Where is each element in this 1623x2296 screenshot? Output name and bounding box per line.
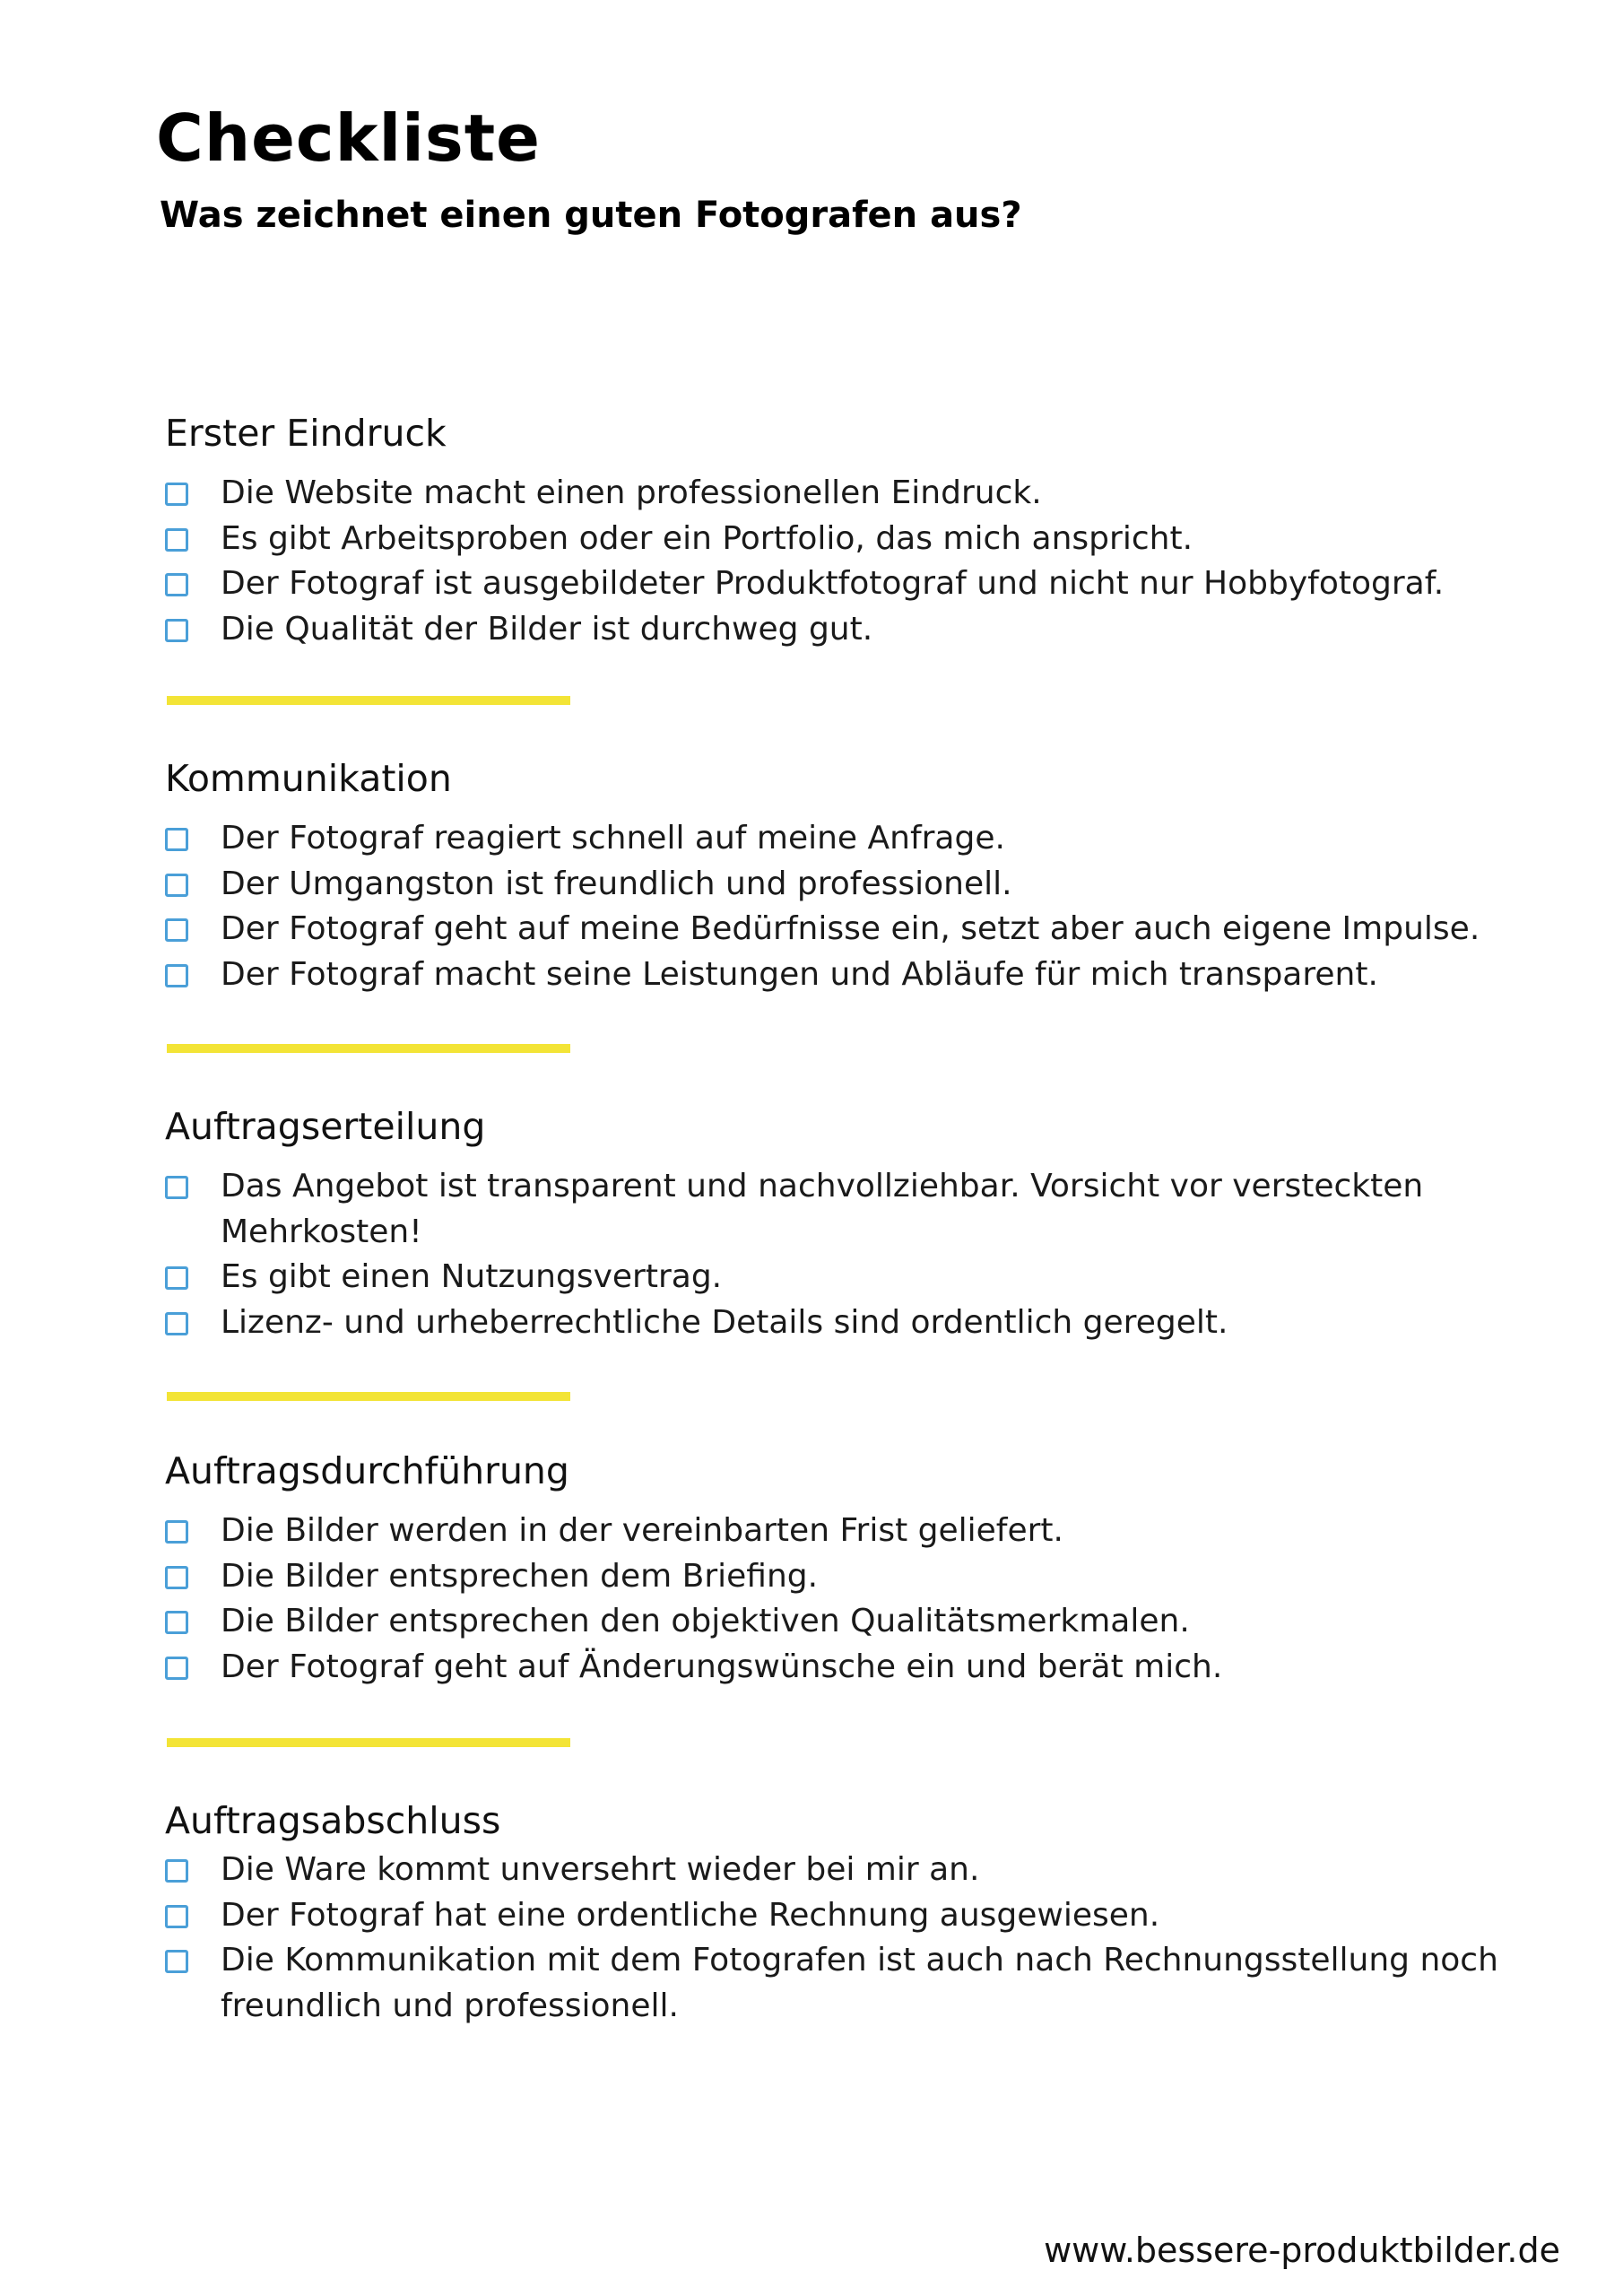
yellow-divider xyxy=(167,1044,570,1053)
checklist-item-text: Der Fotograf hat eine ordentliche Rechnung ausgewiesen. xyxy=(221,1896,1160,1934)
checklist-item-text: Der Fotograf geht auf Änderungswünsche ein und berät mich. xyxy=(221,1648,1223,1685)
section-heading: Kommunikation xyxy=(165,757,452,800)
checkbox[interactable] xyxy=(165,528,188,552)
checklist-item-text: Die Ware kommt unversehrt wieder bei mir an. xyxy=(221,1851,980,1888)
checkbox[interactable] xyxy=(165,1176,188,1199)
section-heading: Auftragserteilung xyxy=(165,1105,486,1148)
checkbox[interactable] xyxy=(165,1657,188,1680)
yellow-divider xyxy=(167,1392,570,1401)
checkbox[interactable] xyxy=(165,1611,188,1634)
checklist-item-text: Der Fotograf reagiert schnell auf meine Anfrage. xyxy=(221,820,1005,857)
checkbox[interactable] xyxy=(165,619,188,642)
checklist-item xyxy=(165,1599,1564,1645)
checklist-item-text: Die Bilder entsprechen den objektiven Qualitätsmerkmalen. xyxy=(221,1603,1190,1639)
page-subtitle: Was zeichnet einen guten Fotografen aus? xyxy=(160,195,1022,236)
yellow-divider xyxy=(167,1738,570,1747)
section-kommunikation xyxy=(165,753,1564,997)
checklist xyxy=(165,1509,1564,1690)
checkbox[interactable] xyxy=(165,1266,188,1290)
checklist-item xyxy=(165,1554,1564,1600)
checkbox[interactable] xyxy=(165,1520,188,1544)
checkbox[interactable] xyxy=(165,573,188,596)
checklist-item-text: Der Fotograf geht auf meine Bedürfnisse ein, setzt aber auch eigene Impulse. xyxy=(221,910,1480,947)
checklist xyxy=(165,471,1564,652)
section-auftragserteilung xyxy=(165,1101,1564,1345)
checkbox[interactable] xyxy=(165,483,188,506)
checklist-item xyxy=(165,1848,1564,1893)
checklist-item xyxy=(165,607,1564,653)
checklist-item xyxy=(165,952,1564,998)
checklist-item xyxy=(165,1255,1564,1300)
page-title: Checkliste xyxy=(156,100,541,176)
section-erster-eindruck xyxy=(165,408,1564,652)
checklist-item xyxy=(165,471,1564,517)
checklist-item-text: Der Fotograf ist ausgebildeter Produktfotograf und nicht nur Hobbyfotograf. xyxy=(221,565,1445,602)
checklist xyxy=(165,816,1564,997)
checklist-item xyxy=(165,1645,1564,1691)
checklist-item-text: Das Angebot ist transparent und nachvollziehbar. Vorsicht vor versteckten Mehrkosten! xyxy=(221,1168,1424,1250)
section-auftragsabschluss xyxy=(165,1796,1564,2029)
checklist-item xyxy=(165,862,1564,908)
checklist-item xyxy=(165,1893,1564,1939)
checklist-item xyxy=(165,1164,1564,1255)
checklist-item xyxy=(165,1938,1564,2029)
checklist-item-text: Die Bilder entsprechen dem Briefing. xyxy=(221,1557,819,1595)
section-heading: Auftragsdurchführung xyxy=(165,1449,569,1492)
checkbox[interactable] xyxy=(165,964,188,987)
checkbox[interactable] xyxy=(165,918,188,942)
checklist-item-text: Die Qualität der Bilder ist durchweg gut. xyxy=(221,610,873,648)
checklist-item-text: Es gibt einen Nutzungsvertrag. xyxy=(221,1258,723,1295)
checklist-item-text: Der Fotograf macht seine Leistungen und Abläufe für mich transparent. xyxy=(221,955,1378,993)
checklist-item-text: Lizenz- und urheberrechtliche Details sind ordentlich geregelt. xyxy=(221,1303,1228,1341)
checklist-item xyxy=(165,907,1564,952)
checklist-item-text: Die Bilder werden in der vereinbarten Frist geliefert. xyxy=(221,1512,1063,1549)
checklist-item xyxy=(165,517,1564,562)
checkbox[interactable] xyxy=(165,1859,188,1883)
checkbox[interactable] xyxy=(165,1950,188,1973)
section-heading: Erster Eindruck xyxy=(165,412,447,455)
checkbox[interactable] xyxy=(165,828,188,851)
checklist-item xyxy=(165,561,1564,607)
checkbox[interactable] xyxy=(165,1905,188,1928)
checklist-item xyxy=(165,1509,1564,1554)
section-heading: Auftragsabschluss xyxy=(165,1799,501,1842)
checkbox[interactable] xyxy=(165,1566,188,1589)
checklist xyxy=(165,1848,1564,2029)
checklist-item-text: Die Website macht einen professionellen Eindruck. xyxy=(221,474,1042,511)
checklist xyxy=(165,1164,1564,1345)
checkbox[interactable] xyxy=(165,874,188,897)
section-auftragsdurchfuehrung xyxy=(165,1446,1564,1690)
footer-website-url: www.bessere-produktbilder.de xyxy=(1044,2231,1560,2270)
checklist-item xyxy=(165,816,1564,862)
yellow-divider xyxy=(167,696,570,705)
checkbox[interactable] xyxy=(165,1312,188,1335)
checklist-item-text: Es gibt Arbeitsproben oder ein Portfolio, das mich anspricht. xyxy=(221,519,1193,557)
checklist-item-text: Die Kommunikation mit dem Fotografen ist auch nach Rechnungsstellung noch freundlich und professionell. xyxy=(221,1942,1498,2024)
checklist-item-text: Der Umgangston ist freundlich und professionell. xyxy=(221,865,1012,902)
checklist-item xyxy=(165,1300,1564,1346)
